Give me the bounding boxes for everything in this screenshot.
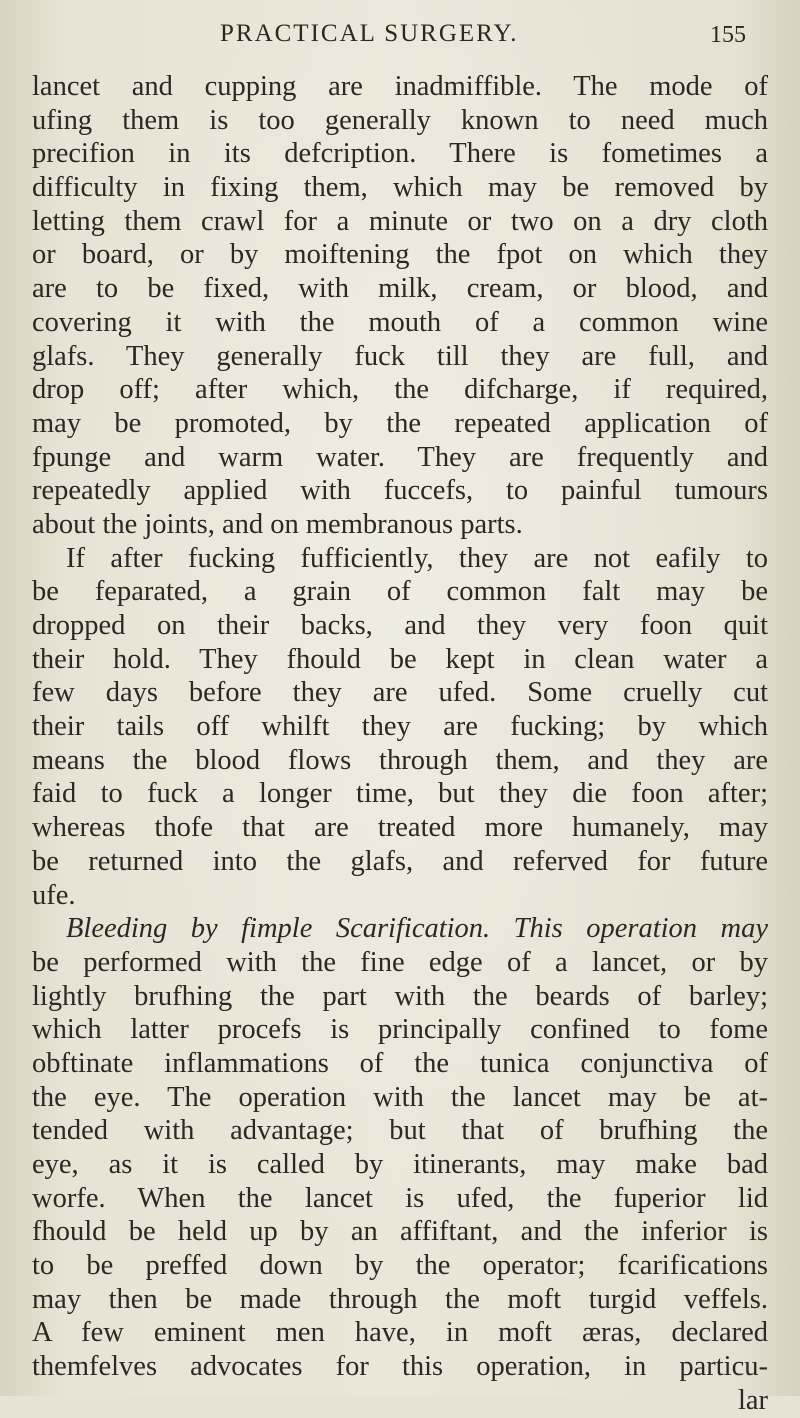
text-line: letting them crawl for a minute or two on a dry cloth <box>32 205 768 237</box>
text-line: may be promoted, by the repeated application of <box>32 407 768 439</box>
running-title: PRACTICAL SURGERY. <box>220 20 519 47</box>
text-line: worfe. When the lancet is ufed, the fuperior lid <box>32 1182 768 1214</box>
text-line: glafs. They generally fuck till they are full, and <box>32 340 768 372</box>
text-line: about the joints, and on membranous parts. <box>32 508 523 540</box>
section-heading-line: Bleeding by fimple Scarification. This operation may <box>66 913 768 945</box>
text-line: covering it with the mouth of a common wine <box>32 306 768 338</box>
text-line: or board, or by moiftening the fpot on which they <box>32 239 768 271</box>
text-line: the eye. The operation with the lancet may be at- <box>32 1081 768 1113</box>
text-line: If after fucking fufficiently, they are not eafily to <box>66 542 768 574</box>
text-line: difficulty in fixing them, which may be removed by <box>32 172 768 204</box>
text-line: means the blood flows through them, and they are <box>32 744 768 776</box>
text-line: precifion in its defcription. There is fometimes a <box>32 138 768 170</box>
text-line: few days before they are ufed. Some cruelly cut <box>32 677 768 709</box>
text-line: be performed with the fine edge of a lancet, or by <box>32 946 768 978</box>
page-number: 155 <box>710 22 746 48</box>
body-text <box>32 70 768 1418</box>
text-line: obftinate inflammations of the tunica conjunctiva of <box>32 1047 768 1079</box>
text-line: are to be fixed, with milk, cream, or blood, and <box>32 273 768 305</box>
text-line: lancet and cupping are inadmiffible. The mode of <box>32 71 768 102</box>
text-line: be feparated, a grain of common falt may be <box>32 576 768 608</box>
text-line: themfelves advocates for this operation, in particu- <box>32 1351 768 1383</box>
text-line: tended with advantage; but that of brufhing the <box>32 1115 768 1147</box>
text-line: eye, as it is called by itinerants, may make bad <box>32 1149 768 1180</box>
text-line: A few eminent men have, in moft æras, declared <box>32 1317 768 1349</box>
text-line: faid to fuck a longer time, but they die foon after; <box>32 778 768 810</box>
text-line: whereas thofe that are treated more humanely, may <box>32 812 768 844</box>
text-line: fpunge and warm water. They are frequently and <box>32 441 768 473</box>
text-line: to be preffed down by the operator; fcarifications <box>32 1250 768 1282</box>
text-line: which latter procefs is principally confined to fome <box>32 1014 768 1046</box>
text-line: ufing them is too generally known to need much <box>32 104 768 136</box>
text-line: their hold. They fhould be kept in clean water a <box>32 643 768 675</box>
text-line: may then be made through the moft turgid veffels. <box>32 1283 768 1315</box>
text-line: repeatedly applied with fuccefs, to painful tumours <box>32 475 768 507</box>
text-line: lightly brufhing the part with the beards of barley; <box>32 980 768 1012</box>
text-line: fhould be held up by an affiftant, and the inferior is <box>32 1216 768 1248</box>
text-line: be returned into the glafs, and referved for future <box>32 845 768 877</box>
catchword: lar <box>737 1384 768 1416</box>
running-head <box>160 16 760 56</box>
text-line: their tails off whilft they are fucking; by which <box>32 711 768 743</box>
text-line: ufe. <box>32 879 76 911</box>
text-line: dropped on their backs, and they very foon quit <box>32 610 768 641</box>
text-line: drop off; after which, the difcharge, if required, <box>32 374 768 406</box>
